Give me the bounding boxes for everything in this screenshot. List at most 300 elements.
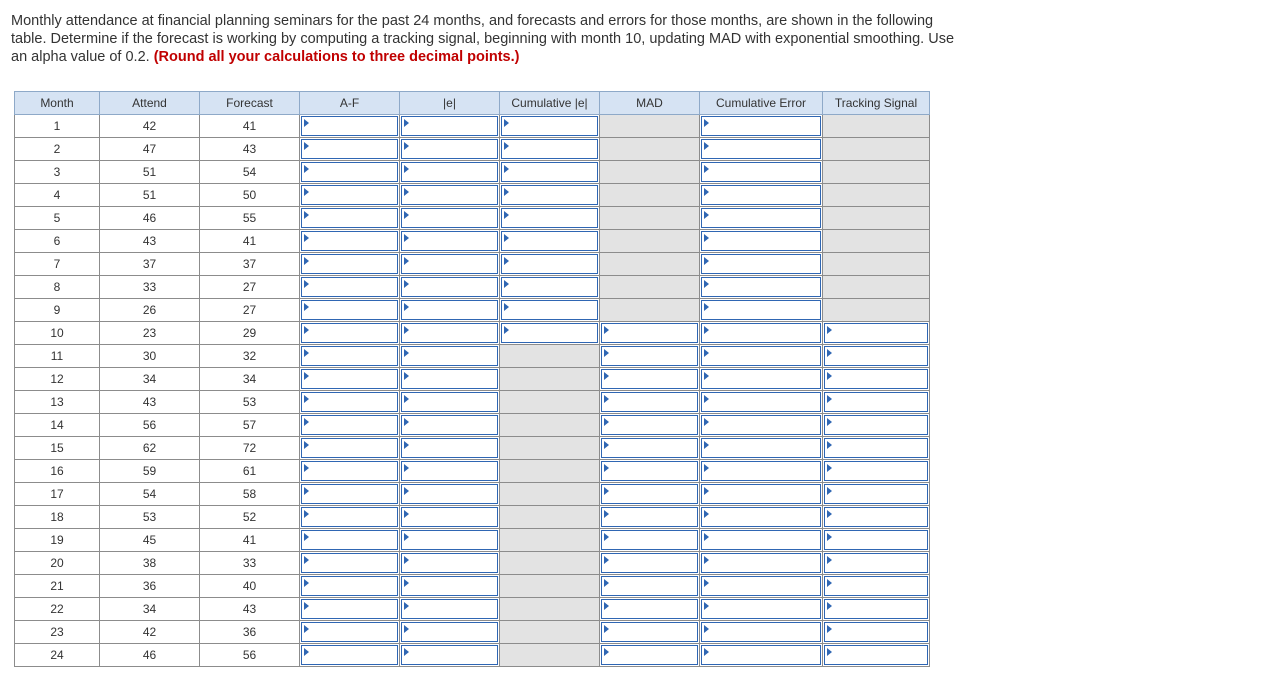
attend-cell: 54 — [100, 483, 200, 506]
attend-cell: 30 — [100, 345, 200, 368]
input-marker-icon — [704, 165, 709, 173]
abs-error-input[interactable] — [401, 438, 498, 458]
abs-error-input[interactable] — [401, 254, 498, 274]
mad-input-cell[interactable] — [600, 529, 700, 552]
a-minus-f-input[interactable] — [301, 346, 398, 366]
table-row — [15, 552, 930, 575]
mad-input[interactable] — [601, 484, 698, 504]
tracking-signal-input-cell[interactable] — [823, 575, 930, 598]
a-minus-f-input[interactable] — [301, 484, 398, 504]
a-minus-f-input[interactable] — [301, 530, 398, 550]
tracking-signal-input-cell[interactable] — [823, 621, 930, 644]
a-minus-f-input[interactable] — [301, 116, 398, 136]
mad-input[interactable] — [601, 323, 698, 343]
cumulative-error-input[interactable] — [701, 507, 821, 527]
tracking-signal-input-cell[interactable] — [823, 322, 930, 345]
tracking-signal-input[interactable] — [824, 599, 928, 619]
tracking-signal-input[interactable] — [824, 622, 928, 642]
abs-error-input[interactable] — [401, 208, 498, 228]
abs-error-input-cell[interactable] — [400, 644, 500, 667]
cumulative-error-input-cell[interactable] — [700, 437, 823, 460]
a-minus-f-input-cell[interactable] — [300, 437, 400, 460]
forecast-cell: 37 — [200, 253, 300, 276]
cumulative-error-input[interactable] — [701, 300, 821, 320]
cumulative-error-input-cell[interactable] — [700, 414, 823, 437]
abs-error-input-cell[interactable] — [400, 299, 500, 322]
a-minus-f-input[interactable] — [301, 622, 398, 642]
a-minus-f-input[interactable] — [301, 599, 398, 619]
cumulative-error-input-cell[interactable] — [700, 644, 823, 667]
input-marker-icon — [404, 487, 409, 495]
tracking-signal-disabled-cell — [823, 230, 930, 253]
a-minus-f-input-cell[interactable] — [300, 552, 400, 575]
mad-input[interactable] — [601, 346, 698, 366]
input-marker-icon — [704, 510, 709, 518]
tracking-signal-input[interactable] — [824, 415, 928, 435]
tracking-signal-input-cell[interactable] — [823, 483, 930, 506]
cumulative-abs-error-input[interactable] — [501, 277, 598, 297]
month-cell: 8 — [15, 276, 100, 299]
mad-input[interactable] — [601, 622, 698, 642]
abs-error-input-cell[interactable] — [400, 322, 500, 345]
a-minus-f-input-cell[interactable] — [300, 414, 400, 437]
tracking-signal-input[interactable] — [824, 323, 928, 343]
cumulative-error-input-cell[interactable] — [700, 460, 823, 483]
abs-error-input[interactable] — [401, 530, 498, 550]
a-minus-f-input[interactable] — [301, 576, 398, 596]
tracking-signal-disabled-cell — [823, 161, 930, 184]
cumulative-abs-error-input[interactable] — [501, 300, 598, 320]
abs-error-input[interactable] — [401, 185, 498, 205]
tracking-signal-input-cell[interactable] — [823, 368, 930, 391]
input-marker-icon — [827, 372, 832, 380]
input-marker-icon — [604, 395, 609, 403]
table-row — [15, 391, 930, 414]
mad-input[interactable] — [601, 576, 698, 596]
mad-input-cell[interactable] — [600, 483, 700, 506]
input-marker-icon — [504, 326, 509, 334]
cumulative-error-input[interactable] — [701, 576, 821, 596]
tracking-signal-input-cell[interactable] — [823, 644, 930, 667]
cumulative-error-input-cell[interactable] — [700, 184, 823, 207]
abs-error-input[interactable] — [401, 231, 498, 251]
a-minus-f-input-cell[interactable] — [300, 253, 400, 276]
cumulative-abs-error-input-cell[interactable] — [500, 299, 600, 322]
cumulative-error-input-cell[interactable] — [700, 368, 823, 391]
mad-input-cell[interactable] — [600, 391, 700, 414]
cumulative-error-input-cell[interactable] — [700, 299, 823, 322]
tracking-signal-input[interactable] — [824, 369, 928, 389]
input-marker-icon — [304, 625, 309, 633]
mad-input-cell[interactable] — [600, 575, 700, 598]
tracking-signal-input[interactable] — [824, 438, 928, 458]
a-minus-f-input[interactable] — [301, 139, 398, 159]
mad-input[interactable] — [601, 553, 698, 573]
a-minus-f-input[interactable] — [301, 323, 398, 343]
a-minus-f-input[interactable] — [301, 507, 398, 527]
mad-disabled-cell — [600, 230, 700, 253]
abs-error-input-cell[interactable] — [400, 115, 500, 138]
mad-input-cell[interactable] — [600, 621, 700, 644]
cumulative-error-input[interactable] — [701, 346, 821, 366]
problem-text: Monthly attendance at financial planning seminars for the past 24 months, and forecasts and errors for those months, are shown in the following table. Determine if the forecast is working by computing a tracking signal, beginning with month 10, updating MAD with exponential smoothing. Use an alpha value of 0.2. — [11, 13, 955, 65]
a-minus-f-input-cell[interactable] — [300, 276, 400, 299]
cumulative-error-input[interactable] — [701, 622, 821, 642]
cumulative-error-input-cell[interactable] — [700, 506, 823, 529]
cumulative-abs-error-input-cell[interactable] — [500, 207, 600, 230]
a-minus-f-input-cell[interactable] — [300, 506, 400, 529]
tracking-signal-input-cell[interactable] — [823, 414, 930, 437]
input-marker-icon — [827, 625, 832, 633]
cumulative-abs-error-input[interactable] — [501, 139, 598, 159]
mad-input[interactable] — [601, 392, 698, 412]
tracking-signal-input-cell[interactable] — [823, 552, 930, 575]
input-marker-icon — [827, 510, 832, 518]
tracking-signal-input[interactable] — [824, 530, 928, 550]
month-cell: 13 — [15, 391, 100, 414]
cumulative-error-input[interactable] — [701, 116, 821, 136]
tracking-signal-input[interactable] — [824, 553, 928, 573]
cumulative-abs-error-input[interactable] — [501, 254, 598, 274]
a-minus-f-input-cell[interactable] — [300, 345, 400, 368]
cumulative-error-input-cell[interactable] — [700, 276, 823, 299]
input-marker-icon — [704, 625, 709, 633]
abs-error-input[interactable] — [401, 415, 498, 435]
mad-input[interactable] — [601, 530, 698, 550]
abs-error-input-cell[interactable] — [400, 552, 500, 575]
cumulative-error-input[interactable] — [701, 254, 821, 274]
tracking-signal-input-cell[interactable] — [823, 529, 930, 552]
abs-error-input[interactable] — [401, 576, 498, 596]
abs-error-input-cell[interactable] — [400, 529, 500, 552]
abs-error-input-cell[interactable] — [400, 460, 500, 483]
input-marker-icon — [604, 372, 609, 380]
abs-error-input[interactable] — [401, 484, 498, 504]
cumulative-error-input-cell[interactable] — [700, 575, 823, 598]
abs-error-input[interactable] — [401, 139, 498, 159]
input-marker-icon — [404, 303, 409, 311]
cumulative-error-input[interactable] — [701, 530, 821, 550]
table-row — [15, 345, 930, 368]
abs-error-input-cell[interactable] — [400, 437, 500, 460]
a-minus-f-input-cell[interactable] — [300, 529, 400, 552]
mad-input-cell[interactable] — [600, 368, 700, 391]
a-minus-f-input[interactable] — [301, 254, 398, 274]
abs-error-input[interactable] — [401, 622, 498, 642]
forecast-cell: 27 — [200, 276, 300, 299]
input-marker-icon — [504, 165, 509, 173]
abs-error-input-cell[interactable] — [400, 207, 500, 230]
mad-input-cell[interactable] — [600, 345, 700, 368]
abs-error-input-cell[interactable] — [400, 345, 500, 368]
input-marker-icon — [704, 464, 709, 472]
month-cell: 22 — [15, 598, 100, 621]
cumulative-error-input-cell[interactable] — [700, 230, 823, 253]
input-marker-icon — [604, 464, 609, 472]
abs-error-input[interactable] — [401, 277, 498, 297]
mad-input[interactable] — [601, 599, 698, 619]
attend-cell: 45 — [100, 529, 200, 552]
a-minus-f-input-cell[interactable] — [300, 644, 400, 667]
mad-input[interactable] — [601, 438, 698, 458]
cumulative-abs-error-disabled-cell — [500, 460, 600, 483]
cumulative-abs-error-input-cell[interactable] — [500, 138, 600, 161]
abs-error-input-cell[interactable] — [400, 506, 500, 529]
cumulative-error-input-cell[interactable] — [700, 598, 823, 621]
a-minus-f-input[interactable] — [301, 438, 398, 458]
cumulative-error-input-cell[interactable] — [700, 207, 823, 230]
abs-error-input-cell[interactable] — [400, 483, 500, 506]
input-marker-icon — [504, 280, 509, 288]
abs-error-input[interactable] — [401, 116, 498, 136]
a-minus-f-input-cell[interactable] — [300, 299, 400, 322]
abs-error-input[interactable] — [401, 323, 498, 343]
cumulative-abs-error-disabled-cell — [500, 414, 600, 437]
a-minus-f-input[interactable] — [301, 277, 398, 297]
abs-error-input-cell[interactable] — [400, 184, 500, 207]
month-cell: 21 — [15, 575, 100, 598]
cumulative-error-input[interactable] — [701, 162, 821, 182]
table-row — [15, 276, 930, 299]
mad-input[interactable] — [601, 645, 698, 665]
a-minus-f-input-cell[interactable] — [300, 138, 400, 161]
a-minus-f-input[interactable] — [301, 392, 398, 412]
abs-error-input[interactable] — [401, 645, 498, 665]
cumulative-error-input-cell[interactable] — [700, 161, 823, 184]
cumulative-abs-error-input-cell[interactable] — [500, 184, 600, 207]
tracking-signal-input-cell[interactable] — [823, 506, 930, 529]
tracking-signal-input[interactable] — [824, 484, 928, 504]
cumulative-abs-error-input[interactable] — [501, 323, 598, 343]
abs-error-input-cell[interactable] — [400, 621, 500, 644]
cumulative-abs-error-disabled-cell — [500, 345, 600, 368]
cumulative-error-input-cell[interactable] — [700, 345, 823, 368]
attend-cell: 43 — [100, 230, 200, 253]
a-minus-f-input[interactable] — [301, 415, 398, 435]
abs-error-input[interactable] — [401, 369, 498, 389]
cumulative-error-input[interactable] — [701, 645, 821, 665]
cumulative-abs-error-input[interactable] — [501, 231, 598, 251]
input-marker-icon — [827, 464, 832, 472]
mad-input-cell[interactable] — [600, 322, 700, 345]
a-minus-f-input[interactable] — [301, 553, 398, 573]
month-cell: 16 — [15, 460, 100, 483]
cumulative-abs-error-input-cell[interactable] — [500, 230, 600, 253]
tracking-signal-input-cell[interactable] — [823, 598, 930, 621]
cumulative-abs-error-disabled-cell — [500, 391, 600, 414]
tracking-signal-input[interactable] — [824, 507, 928, 527]
input-marker-icon — [704, 602, 709, 610]
a-minus-f-input-cell[interactable] — [300, 621, 400, 644]
abs-error-input-cell[interactable] — [400, 414, 500, 437]
input-marker-icon — [827, 602, 832, 610]
mad-input[interactable] — [601, 369, 698, 389]
forecast-cell: 56 — [200, 644, 300, 667]
cumulative-error-input[interactable] — [701, 185, 821, 205]
mad-input-cell[interactable] — [600, 552, 700, 575]
mad-input-cell[interactable] — [600, 506, 700, 529]
cumulative-abs-error-input-cell[interactable] — [500, 253, 600, 276]
input-marker-icon — [504, 257, 509, 265]
abs-error-input-cell[interactable] — [400, 138, 500, 161]
a-minus-f-input-cell[interactable] — [300, 161, 400, 184]
cumulative-abs-error-input-cell[interactable] — [500, 322, 600, 345]
input-marker-icon — [604, 556, 609, 564]
input-marker-icon — [404, 372, 409, 380]
tracking-signal-input[interactable] — [824, 392, 928, 412]
mad-input-cell[interactable] — [600, 437, 700, 460]
input-marker-icon — [604, 625, 609, 633]
cumulative-error-input-cell[interactable] — [700, 391, 823, 414]
cumulative-error-input[interactable] — [701, 323, 821, 343]
cumulative-error-input[interactable] — [701, 231, 821, 251]
input-marker-icon — [704, 142, 709, 150]
mad-input[interactable] — [601, 415, 698, 435]
a-minus-f-input[interactable] — [301, 461, 398, 481]
cumulative-abs-error-input[interactable] — [501, 208, 598, 228]
mad-input-cell[interactable] — [600, 414, 700, 437]
table-row — [15, 575, 930, 598]
a-minus-f-input-cell[interactable] — [300, 460, 400, 483]
cumulative-error-input-cell[interactable] — [700, 552, 823, 575]
mad-input-cell[interactable] — [600, 460, 700, 483]
month-cell: 19 — [15, 529, 100, 552]
input-marker-icon — [704, 372, 709, 380]
tracking-signal-input-cell[interactable] — [823, 460, 930, 483]
cumulative-error-input-cell[interactable] — [700, 253, 823, 276]
abs-error-input-cell[interactable] — [400, 368, 500, 391]
cumulative-error-input[interactable] — [701, 415, 821, 435]
abs-error-input[interactable] — [401, 599, 498, 619]
cumulative-error-input-cell[interactable] — [700, 483, 823, 506]
tracking-signal-input[interactable] — [824, 346, 928, 366]
attend-cell: 43 — [100, 391, 200, 414]
mad-input[interactable] — [601, 461, 698, 481]
mad-disabled-cell — [600, 184, 700, 207]
table-row — [15, 460, 930, 483]
abs-error-input[interactable] — [401, 507, 498, 527]
input-marker-icon — [404, 257, 409, 265]
abs-error-input-cell[interactable] — [400, 161, 500, 184]
a-minus-f-input[interactable] — [301, 369, 398, 389]
abs-error-input-cell[interactable] — [400, 575, 500, 598]
abs-error-input-cell[interactable] — [400, 391, 500, 414]
a-minus-f-input[interactable] — [301, 231, 398, 251]
cumulative-error-input[interactable] — [701, 484, 821, 504]
cumulative-error-input[interactable] — [701, 277, 821, 297]
input-marker-icon — [704, 556, 709, 564]
a-minus-f-input[interactable] — [301, 645, 398, 665]
mad-input-cell[interactable] — [600, 644, 700, 667]
abs-error-input[interactable] — [401, 461, 498, 481]
cumulative-error-input-cell[interactable] — [700, 115, 823, 138]
a-minus-f-input-cell[interactable] — [300, 115, 400, 138]
a-minus-f-input[interactable] — [301, 300, 398, 320]
cumulative-error-input[interactable] — [701, 461, 821, 481]
abs-error-input[interactable] — [401, 346, 498, 366]
a-minus-f-input-cell[interactable] — [300, 483, 400, 506]
attend-cell: 42 — [100, 621, 200, 644]
cumulative-error-input[interactable] — [701, 139, 821, 159]
cumulative-error-input[interactable] — [701, 553, 821, 573]
tracking-signal-input-cell[interactable] — [823, 391, 930, 414]
a-minus-f-input-cell[interactable] — [300, 207, 400, 230]
cumulative-error-input-cell[interactable] — [700, 322, 823, 345]
month-cell: 3 — [15, 161, 100, 184]
cumulative-abs-error-input[interactable] — [501, 185, 598, 205]
cumulative-abs-error-input-cell[interactable] — [500, 115, 600, 138]
cumulative-error-input[interactable] — [701, 208, 821, 228]
month-cell: 24 — [15, 644, 100, 667]
cumulative-error-input[interactable] — [701, 438, 821, 458]
cumulative-error-input-cell[interactable] — [700, 529, 823, 552]
table-row — [15, 299, 930, 322]
abs-error-input[interactable] — [401, 162, 498, 182]
a-minus-f-input[interactable] — [301, 208, 398, 228]
input-marker-icon — [304, 303, 309, 311]
forecast-cell: 43 — [200, 138, 300, 161]
mad-disabled-cell — [600, 207, 700, 230]
input-marker-icon — [404, 119, 409, 127]
input-marker-icon — [404, 648, 409, 656]
input-marker-icon — [304, 464, 309, 472]
abs-error-input[interactable] — [401, 392, 498, 412]
abs-error-input-cell[interactable] — [400, 276, 500, 299]
tracking-signal-input-cell[interactable] — [823, 345, 930, 368]
abs-error-input-cell[interactable] — [400, 230, 500, 253]
a-minus-f-input-cell[interactable] — [300, 368, 400, 391]
cumulative-error-input[interactable] — [701, 599, 821, 619]
abs-error-input[interactable] — [401, 300, 498, 320]
a-minus-f-input-cell[interactable] — [300, 391, 400, 414]
cumulative-abs-error-input[interactable] — [501, 162, 598, 182]
cumulative-error-input-cell[interactable] — [700, 621, 823, 644]
tracking-signal-input[interactable] — [824, 576, 928, 596]
cumulative-error-input[interactable] — [701, 369, 821, 389]
mad-input[interactable] — [601, 507, 698, 527]
a-minus-f-input[interactable] — [301, 185, 398, 205]
input-marker-icon — [304, 119, 309, 127]
input-marker-icon — [404, 234, 409, 242]
input-marker-icon — [404, 533, 409, 541]
tracking-signal-input[interactable] — [824, 645, 928, 665]
a-minus-f-input-cell[interactable] — [300, 575, 400, 598]
tracking-signal-input[interactable] — [824, 461, 928, 481]
a-minus-f-input-cell[interactable] — [300, 230, 400, 253]
month-cell: 12 — [15, 368, 100, 391]
cumulative-error-input-cell[interactable] — [700, 138, 823, 161]
cumulative-abs-error-input-cell[interactable] — [500, 276, 600, 299]
a-minus-f-input-cell[interactable] — [300, 322, 400, 345]
cumulative-error-input[interactable] — [701, 392, 821, 412]
a-minus-f-input-cell[interactable] — [300, 598, 400, 621]
tracking-signal-disabled-cell — [823, 184, 930, 207]
input-marker-icon — [404, 418, 409, 426]
mad-disabled-cell — [600, 276, 700, 299]
abs-error-input-cell[interactable] — [400, 253, 500, 276]
a-minus-f-input-cell[interactable] — [300, 184, 400, 207]
tracking-signal-input-cell[interactable] — [823, 437, 930, 460]
cumulative-abs-error-input[interactable] — [501, 116, 598, 136]
abs-error-input[interactable] — [401, 553, 498, 573]
input-marker-icon — [304, 165, 309, 173]
cumulative-abs-error-input-cell[interactable] — [500, 161, 600, 184]
forecast-cell: 32 — [200, 345, 300, 368]
attend-cell: 51 — [100, 184, 200, 207]
mad-input-cell[interactable] — [600, 598, 700, 621]
abs-error-input-cell[interactable] — [400, 598, 500, 621]
a-minus-f-input[interactable] — [301, 162, 398, 182]
